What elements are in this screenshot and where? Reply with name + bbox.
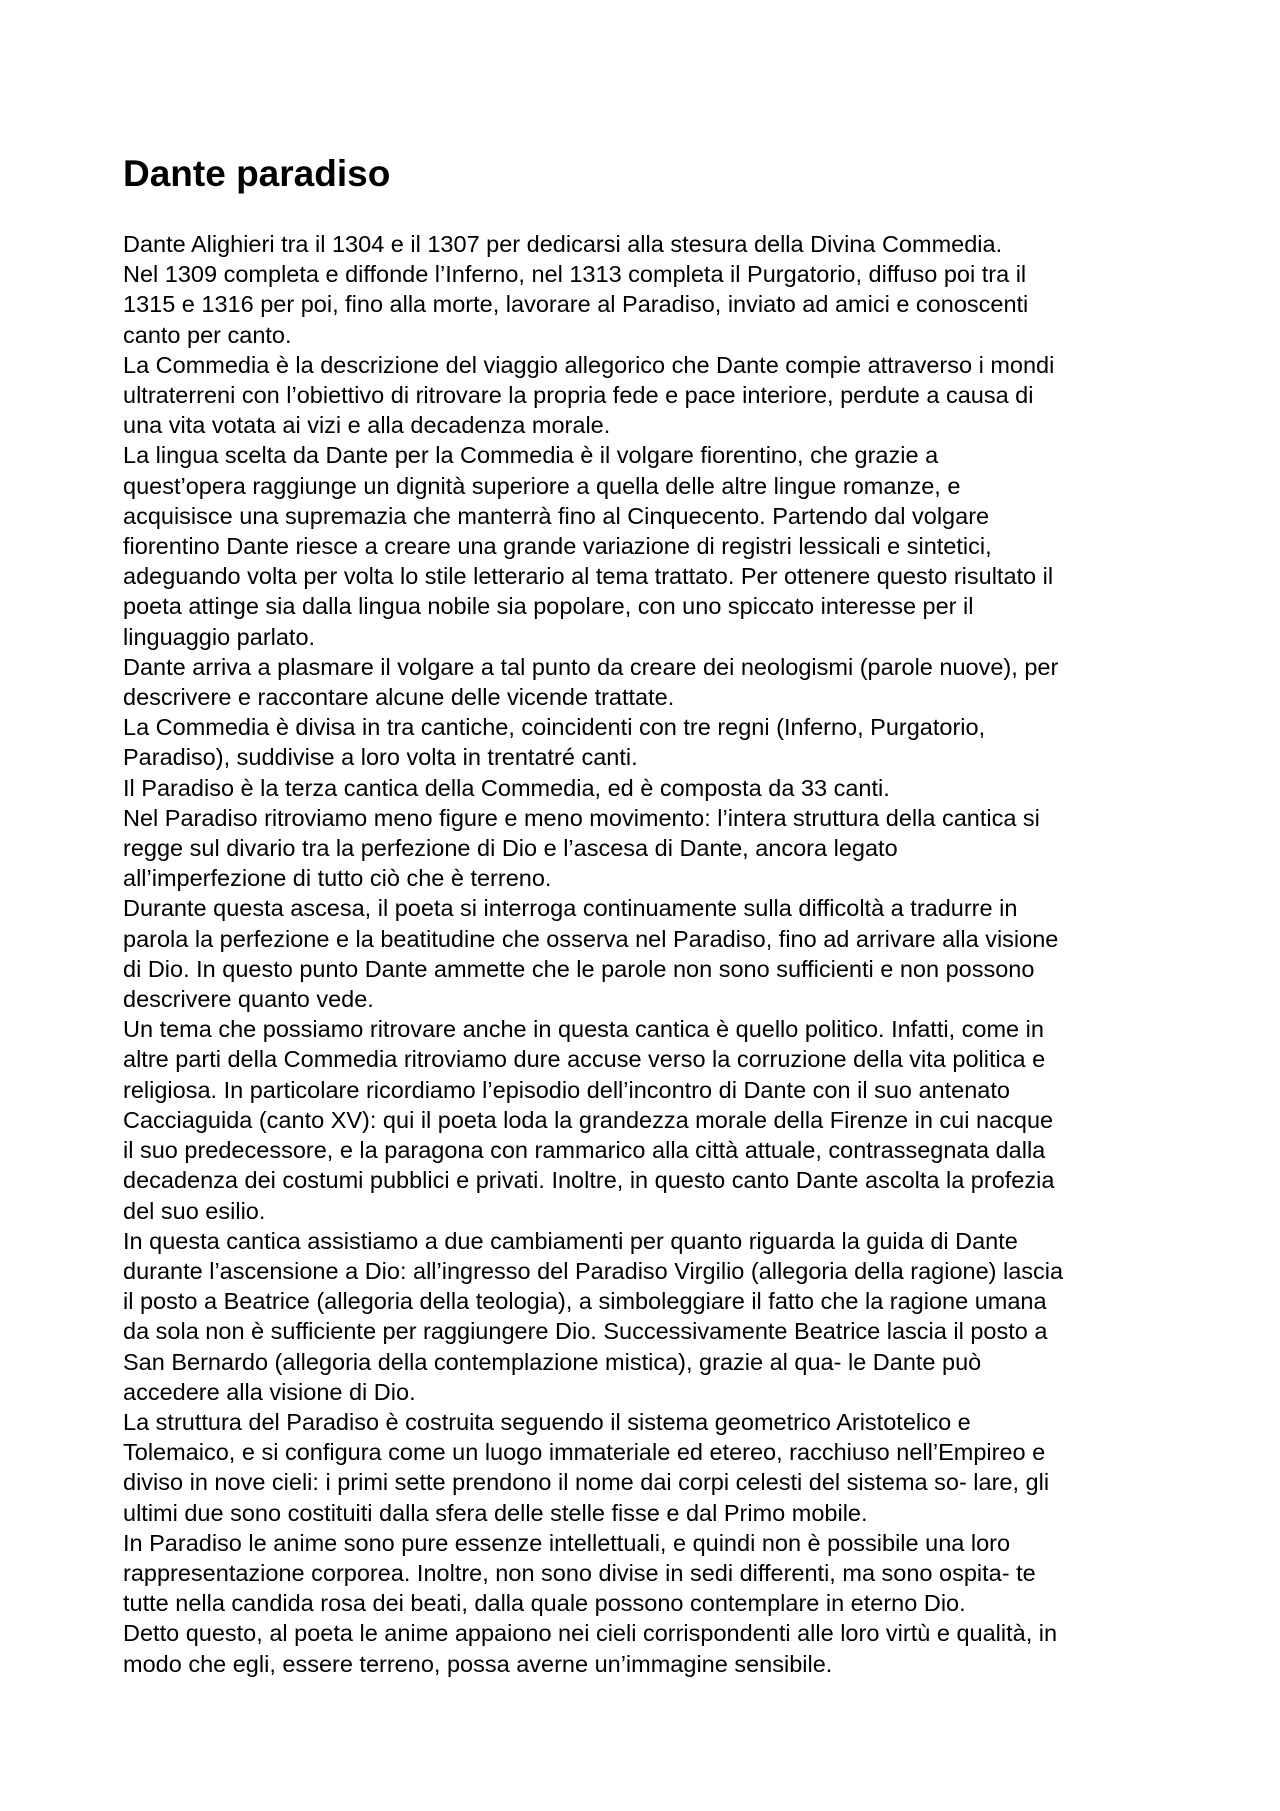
text-line: Durante questa ascesa, il poeta si interroga continuamente sulla difficoltà a tradurre in — [123, 895, 1018, 922]
text-line: Un tema che possiamo ritrovare anche in questa cantica è quello politico. Infatti, come in — [123, 1016, 1044, 1043]
text-line: La lingua scelta da Dante per la Commedia è il volgare fiorentino, che grazie a — [123, 442, 939, 469]
text-line: descrivere e raccontare alcune delle vicende trattate. — [123, 684, 675, 711]
text-line: In Paradiso le anime sono pure essenze intellettuali, e quindi non è possibile una loro — [123, 1529, 1011, 1556]
text-line: Nel 1309 completa e diffonde l’Inferno, nel 1313 completa il Purgatorio, diffuso poi tra il — [123, 261, 1027, 288]
text-line: tutte nella candida rosa dei beati, dalla quale possono contemplare in eterno Dio. — [123, 1590, 966, 1617]
text-line: parola la perfezione e la beatitudine che osserva nel Paradiso, fino ad arrivare alla visione — [123, 925, 1059, 952]
text-line: accedere alla visione di Dio. — [123, 1378, 416, 1405]
text-line: durante l’ascensione a Dio: all’ingresso del Paradiso Virgilio (allegoria della ragione) lascia — [123, 1257, 1064, 1284]
text-line: 1315 e 1316 per poi, fino alla morte, lavorare al Paradiso, inviato ad amici e conoscenti — [123, 291, 1029, 318]
text-line: il suo predecessore, e la paragona con rammarico alla città attuale, contrassegnata dalla — [123, 1137, 1046, 1164]
text-line: descrivere quanto vede. — [123, 986, 374, 1013]
document-title: Dante paradiso — [123, 153, 391, 194]
text-line: decadenza dei costumi pubblici e privati. Inoltre, in questo canto Dante ascolta la profezia — [123, 1167, 1055, 1194]
text-line: Il Paradiso è la terza cantica della Commedia, ed è composta da 33 canti. — [123, 774, 890, 801]
text-line: una vita votata ai vizi e alla decadenza morale. — [123, 412, 611, 439]
text-line: di Dio. In questo punto Dante ammette che le parole non sono sufficienti e non possono — [123, 955, 1035, 982]
text-line: acquisisce una supremazia che manterrà fino al Cinquecento. Partendo dal volgare — [123, 502, 990, 529]
text-line: linguaggio parlato. — [123, 623, 316, 650]
text-line: canto per canto. — [123, 321, 292, 348]
text-line: del suo esilio. — [123, 1197, 266, 1224]
text-line: ultimi due sono costituiti dalla sfera delle stelle fisse e dal Primo mobile. — [123, 1499, 868, 1526]
text-line: regge sul divario tra la perfezione di Dio e l’ascesa di Dante, ancora legato — [123, 835, 898, 862]
text-line: San Bernardo (allegoria della contemplazione mistica), grazie al qua- le Dante può — [123, 1348, 982, 1375]
text-line: quest’opera raggiunge un dignità superiore a quella delle altre lingue romanze, e — [123, 472, 961, 499]
text-line: poeta attinge sia dalla lingua nobile sia popolare, con uno spiccato interesse per il — [123, 593, 974, 620]
text-line: La struttura del Paradiso è costruita seguendo il sistema geometrico Aristotelico e — [123, 1408, 971, 1435]
text-line: Dante arriva a plasmare il volgare a tal punto da creare dei neologismi (parole nuove), per — [123, 653, 1059, 680]
text-line: Paradiso), suddivise a loro volta in trentatré canti. — [123, 744, 638, 771]
text-line: adeguando volta per volta lo stile letterario al tema trattato. Per ottenere questo risultato il — [123, 563, 1054, 590]
text-line: In questa cantica assistiamo a due cambiamenti per quanto riguarda la guida di Dante — [123, 1227, 1018, 1254]
text-line: religiosa. In particolare ricordiamo l’episodio dell’incontro di Dante con il suo antenato — [123, 1076, 1010, 1103]
text-line: ultraterreni con l’obiettivo di ritrovare la propria fede e pace interiore, perdute a causa di — [123, 382, 1034, 409]
text-line: rappresentazione corporea. Inoltre, non sono divise in sedi differenti, ma sono ospita- te — [123, 1559, 1036, 1586]
text-line: Tolemaico, e si configura come un luogo immateriale ed etereo, racchiuso nell’Empireo e — [123, 1439, 1046, 1466]
text-line: Nel Paradiso ritroviamo meno figure e meno movimento: l’intera struttura della cantica si — [123, 804, 1040, 831]
text-line: La Commedia è la descrizione del viaggio allegorico che Dante compie attraverso i mondi — [123, 351, 1055, 378]
text-line: Dante Alighieri tra il 1304 e il 1307 per dedicarsi alla stesura della Divina Commedia. — [123, 231, 1003, 257]
text-line: all’imperfezione di tutto ciò che è terreno. — [123, 865, 552, 892]
text-line: il posto a Beatrice (allegoria della teologia), a simboleggiare il fatto che la ragione umana — [123, 1288, 1047, 1315]
text-line: altre parti della Commedia ritroviamo dure accuse verso la corruzione della vita politica e — [123, 1046, 1046, 1073]
text-line: fiorentino Dante riesce a creare una grande variazione di registri lessicali e sintetici, — [123, 533, 992, 560]
text-line: diviso in nove cieli: i primi sette prendono il nome dai corpi celesti del sistema so- lare, gli — [123, 1469, 1050, 1496]
text-line: Cacciaguida (canto XV): qui il poeta loda la grandezza morale della Firenze in cui nacque — [123, 1106, 1054, 1133]
text-line: da sola non è sufficiente per raggiungere Dio. Successivamente Beatrice lascia il posto a — [123, 1318, 1048, 1345]
text-line: Detto questo, al poeta le anime appaiono nei cieli corrispondenti alle loro virtù e qualità, in — [123, 1620, 1058, 1647]
document-body — [123, 229, 1183, 1679]
text-line: La Commedia è divisa in tra cantiche, coincidenti con tre regni (Inferno, Purgatorio, — [123, 714, 986, 741]
text-line: modo che egli, essere terreno, possa averne un’immagine sensibile. — [123, 1650, 833, 1677]
